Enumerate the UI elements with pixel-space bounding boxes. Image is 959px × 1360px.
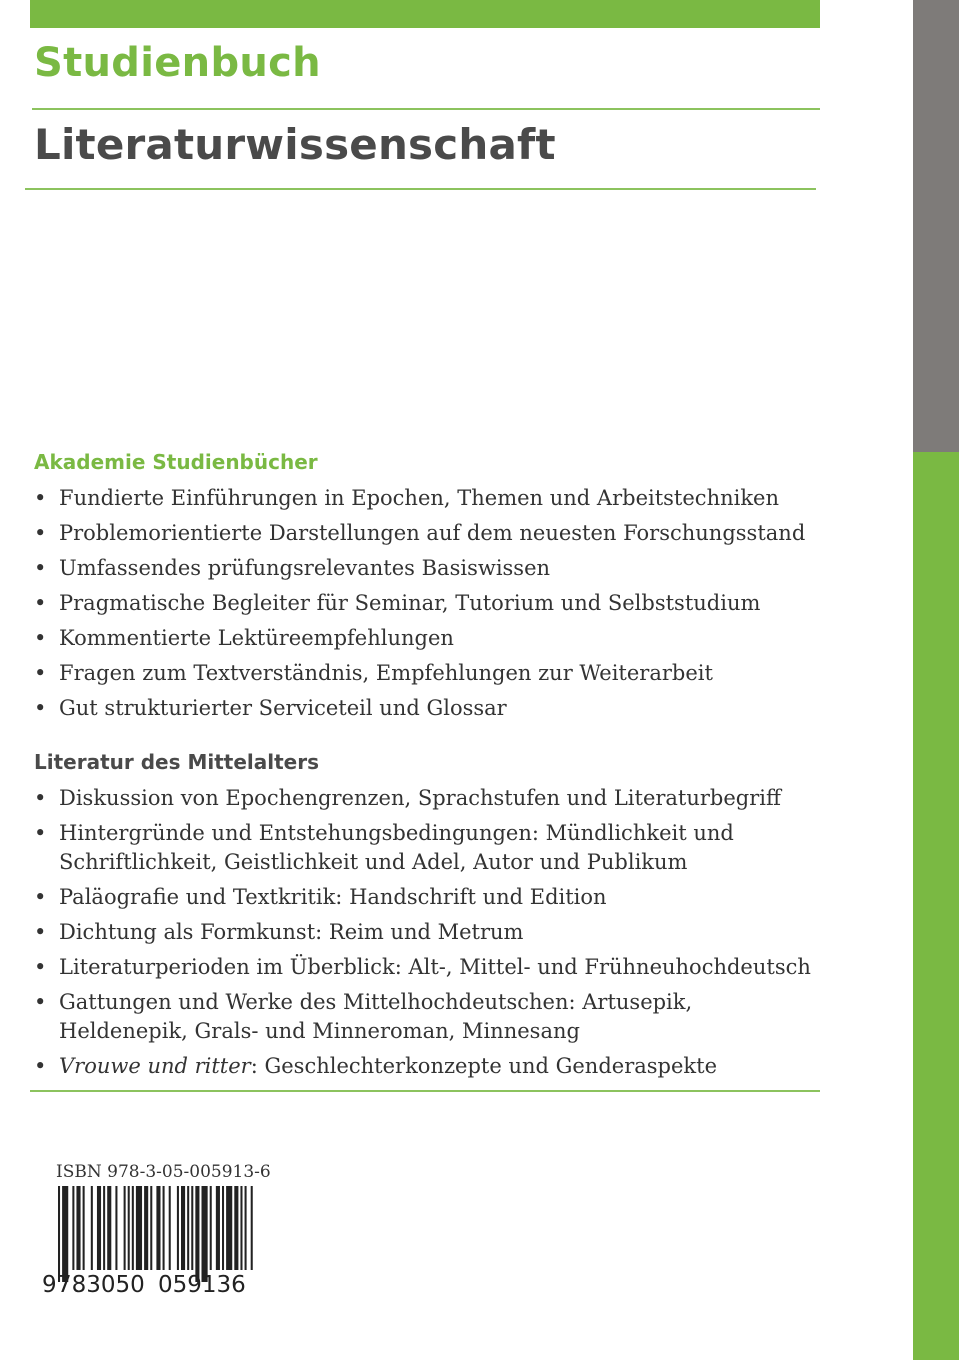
barcode-left-digits: 783050: [57, 1272, 145, 1294]
barcode-bar: [103, 1186, 105, 1270]
barcode-bar: [72, 1186, 74, 1270]
barcode-bar: [76, 1186, 80, 1270]
list-item: • Kommentierte Lektüreempfehlungen: [34, 624, 824, 653]
barcode-bar: [177, 1186, 179, 1270]
spine-gray-band: [913, 0, 959, 452]
top-green-bar: [30, 0, 820, 28]
divider-rule: [30, 1090, 820, 1092]
barcode-bar: [150, 1186, 152, 1270]
barcode-bar: [245, 1186, 247, 1270]
barcode-bar: [97, 1186, 101, 1270]
barcode-bar: [124, 1186, 126, 1270]
barcode-bar: [107, 1186, 111, 1270]
list-item: • Pragmatische Begleiter für Seminar, Tutorium und Selbststudium: [34, 589, 824, 618]
barcode-bar: [222, 1186, 224, 1270]
barcode-bar: [226, 1186, 232, 1270]
barcode-bar: [191, 1186, 193, 1270]
content-list: [34, 784, 824, 1087]
section-heading-mittelalter: Literatur des Mittelalters: [34, 750, 319, 774]
barcode-bar: [115, 1186, 117, 1270]
barcode-bar: [58, 1186, 60, 1282]
section-heading-akademie: Akademie Studienbücher: [34, 450, 318, 474]
barcode-bar: [132, 1186, 134, 1270]
barcode-bar: [156, 1186, 160, 1270]
divider-rule: [25, 188, 816, 190]
barcode-bar: [187, 1186, 189, 1270]
list-item: • Umfassendes prüfungsrelevantes Basiswissen: [34, 554, 824, 583]
isbn-label: ISBN 978-3-05-005913-6: [56, 1162, 271, 1182]
barcode-bar: [195, 1186, 199, 1282]
barcode-bar: [210, 1186, 212, 1270]
list-item: • Gattungen und Werke des Mittelhochdeutschen: Artusepik, Heldenepik, Grals- und Minneroman, Minnesang: [34, 988, 824, 1046]
barcode-bar: [251, 1186, 253, 1270]
barcode-bar: [169, 1186, 171, 1270]
barcode-bar: [181, 1186, 185, 1270]
barcode-first-digit: 9: [42, 1272, 57, 1294]
barcode-bar: [136, 1186, 142, 1270]
list-item: • Paläografie und Textkritik: Handschrift und Edition: [34, 883, 824, 912]
list-item-text: : Geschlechterkonzepte und Genderaspekte: [250, 1054, 718, 1078]
list-item: • Gut strukturierter Serviceteil und Glossar: [34, 694, 824, 723]
list-item: • Fundierte Einführungen in Epochen, Themen und Arbeitstechniken: [34, 484, 824, 513]
spine-green-band: [913, 452, 959, 1360]
barcode: [38, 1186, 263, 1294]
barcode-bar: [128, 1186, 130, 1270]
list-item: • Diskussion von Epochengrenzen, Sprachstufen und Literaturbegriff: [34, 784, 824, 813]
barcode-right-digits: 059136: [158, 1272, 246, 1294]
list-item: • Problemorientierte Darstellungen auf dem neuesten Forschungsstand: [34, 519, 824, 548]
barcode-bar: [83, 1186, 85, 1270]
barcode-bar: [202, 1186, 208, 1282]
barcode-bar: [216, 1186, 220, 1270]
list-item: [34, 1052, 824, 1081]
barcode-bar: [234, 1186, 238, 1270]
barcode-bar: [62, 1186, 68, 1282]
barcode-bar: [144, 1186, 148, 1270]
list-item: • Dichtung als Formkunst: Reim und Metrum: [34, 918, 824, 947]
list-item: • Fragen zum Textverständnis, Empfehlungen zur Weiterarbeit: [34, 659, 824, 688]
barcode-bar: [240, 1186, 242, 1270]
feature-list: [34, 484, 824, 729]
series-title: Studienbuch: [34, 40, 321, 86]
barcode-bars: [58, 1186, 253, 1282]
list-item: • Literaturperioden im Überblick: Alt-, Mittel- und Frühneuhochdeutsch: [34, 953, 824, 982]
barcode-bar: [91, 1186, 93, 1270]
barcode-bar: [163, 1186, 165, 1270]
italic-title: Vrouwe und ritter: [59, 1054, 251, 1078]
book-title: Literaturwissenschaft: [34, 120, 556, 169]
divider-rule: [32, 108, 820, 110]
list-item: • Hintergründe und Entstehungsbedingungen: Mündlichkeit und Schriftlichkeit, Geistlichkeit und Adel, Autor und Publikum: [34, 819, 824, 877]
